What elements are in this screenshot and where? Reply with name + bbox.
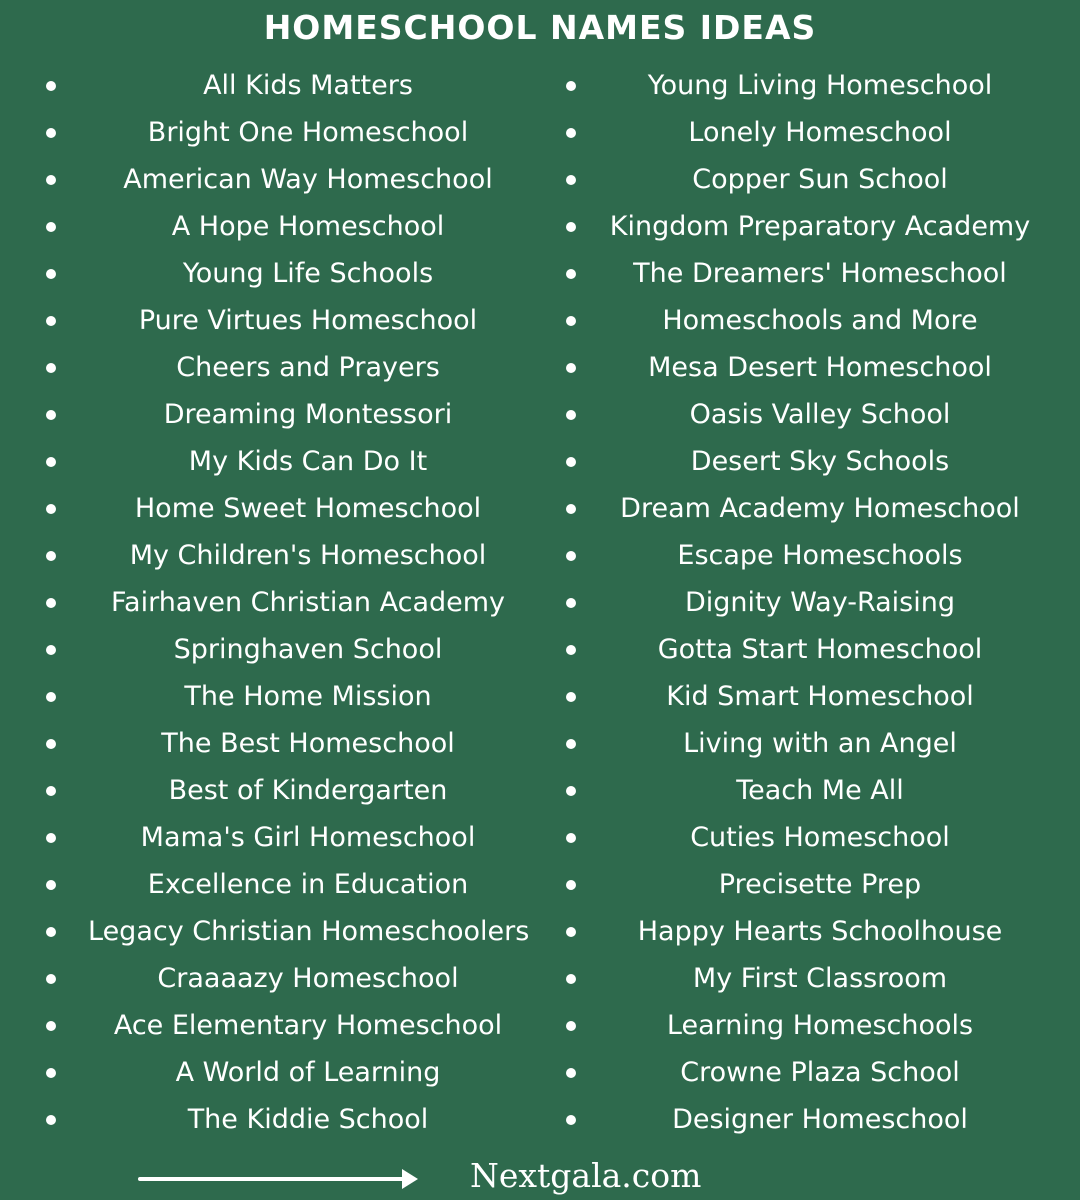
list-item	[560, 1096, 1080, 1143]
list-item	[560, 344, 1080, 391]
list-item	[40, 861, 575, 908]
school-name: My Children's Homeschool	[129, 540, 487, 571]
list-item	[560, 203, 1080, 250]
school-name: Mesa Desert Homeschool	[648, 352, 992, 383]
bullet-icon	[46, 128, 56, 138]
list-item	[560, 1049, 1080, 1096]
school-name: Desert Sky Schools	[690, 446, 950, 477]
school-name: The Home Mission	[184, 681, 432, 712]
bullet-icon	[566, 786, 576, 796]
school-name: Mama's Girl Homeschool	[140, 822, 476, 853]
school-name: Best of Kindergarten	[168, 775, 448, 806]
bullet-icon	[566, 363, 576, 373]
bullet-icon	[566, 1068, 576, 1078]
bullet-icon	[566, 551, 576, 561]
list-item	[40, 109, 575, 156]
bullet-icon	[46, 81, 56, 91]
list-item	[40, 250, 575, 297]
bullet-icon	[566, 927, 576, 937]
list-item	[560, 626, 1080, 673]
school-name: Learning Homeschools	[666, 1010, 974, 1041]
school-name: The Kiddie School	[187, 1104, 429, 1135]
site-name: Nextgala.com	[470, 1156, 702, 1195]
school-name: Teach Me All	[736, 775, 904, 806]
bullet-icon	[46, 1021, 56, 1031]
school-name: Gotta Start Homeschool	[657, 634, 983, 665]
list-item	[40, 908, 575, 955]
bullet-icon	[566, 645, 576, 655]
list-item	[560, 391, 1080, 438]
school-name: Excellence in Education	[147, 869, 469, 900]
school-name: Home Sweet Homeschool	[134, 493, 482, 524]
list-item	[40, 62, 575, 109]
list-item	[40, 955, 575, 1002]
list-item	[40, 673, 575, 720]
list-item	[560, 62, 1080, 109]
school-name: Cuties Homeschool	[690, 822, 950, 853]
list-item	[40, 391, 575, 438]
list-item	[560, 156, 1080, 203]
bullet-icon	[566, 128, 576, 138]
bullet-icon	[566, 1115, 576, 1125]
bullet-icon	[566, 692, 576, 702]
bullet-icon	[566, 739, 576, 749]
list-item	[560, 955, 1080, 1002]
bullet-icon	[566, 974, 576, 984]
list-item	[560, 814, 1080, 861]
list-item	[40, 532, 575, 579]
list-item	[40, 485, 575, 532]
school-name: Young Living Homeschool	[647, 70, 993, 101]
bullet-icon	[566, 1021, 576, 1031]
list-item	[560, 532, 1080, 579]
bullet-icon	[566, 81, 576, 91]
bullet-icon	[46, 833, 56, 843]
list-item	[560, 673, 1080, 720]
school-name: Oasis Valley School	[689, 399, 951, 430]
bullet-icon	[46, 363, 56, 373]
list-item	[40, 814, 575, 861]
bullet-icon	[566, 504, 576, 514]
bullet-icon	[46, 692, 56, 702]
bullet-icon	[46, 175, 56, 185]
bullet-icon	[46, 410, 56, 420]
list-item	[40, 579, 575, 626]
bullet-icon	[566, 316, 576, 326]
school-name: Living with an Angel	[683, 728, 957, 759]
bullet-icon	[46, 457, 56, 467]
school-name: Kid Smart Homeschool	[666, 681, 974, 712]
bullet-icon	[46, 1068, 56, 1078]
school-name: My First Classroom	[692, 963, 948, 994]
page-title: HOMESCHOOL NAMES IDEAS	[263, 8, 817, 47]
list-item	[560, 438, 1080, 485]
school-name: Cheers and Prayers	[176, 352, 440, 383]
list-item	[40, 1002, 575, 1049]
bullet-icon	[46, 316, 56, 326]
list-item	[40, 626, 575, 673]
school-name: Fairhaven Christian Academy	[110, 587, 506, 618]
footer	[0, 1152, 1080, 1200]
list-item	[40, 344, 575, 391]
list-item	[560, 861, 1080, 908]
school-name: Ace Elementary Homeschool	[113, 1010, 503, 1041]
school-name: The Dreamers' Homeschool	[633, 258, 1007, 289]
arrow-line	[138, 1177, 408, 1181]
school-name: Dreaming Montessori	[163, 399, 453, 430]
bullet-icon	[46, 645, 56, 655]
bullet-icon	[46, 598, 56, 608]
school-name: Lonely Homeschool	[688, 117, 952, 148]
school-name: A World of Learning	[175, 1057, 441, 1088]
names-list-right	[560, 62, 1080, 1143]
bullet-icon	[46, 927, 56, 937]
school-name: American Way Homeschool	[123, 164, 493, 195]
bullet-icon	[46, 551, 56, 561]
bullet-icon	[46, 504, 56, 514]
school-name: Dream Academy Homeschool	[620, 493, 1020, 524]
names-list-left	[40, 62, 575, 1143]
school-name: Bright One Homeschool	[147, 117, 469, 148]
school-name: Craaaazy Homeschool	[157, 963, 459, 994]
list-item	[40, 438, 575, 485]
school-name: Happy Hearts Schoolhouse	[637, 916, 1003, 947]
bullet-icon	[566, 222, 576, 232]
list-item	[560, 1002, 1080, 1049]
school-name: Copper Sun School	[692, 164, 948, 195]
bullet-icon	[566, 269, 576, 279]
school-name: All Kids Matters	[203, 70, 413, 101]
bullet-icon	[566, 457, 576, 467]
list-item	[560, 250, 1080, 297]
list-item	[40, 156, 575, 203]
list-item	[560, 485, 1080, 532]
school-name: Pure Virtues Homeschool	[138, 305, 478, 336]
list-item	[40, 297, 575, 344]
list-item	[40, 767, 575, 814]
school-name: Homeschools and More	[662, 305, 978, 336]
list-item	[40, 720, 575, 767]
bullet-icon	[46, 786, 56, 796]
bullet-icon	[46, 222, 56, 232]
bullet-icon	[46, 269, 56, 279]
school-name: Legacy Christian Homeschoolers	[88, 916, 530, 947]
list-item	[560, 109, 1080, 156]
school-name: A Hope Homeschool	[171, 211, 445, 242]
school-name: Springhaven School	[173, 634, 443, 665]
list-item	[560, 720, 1080, 767]
bullet-icon	[566, 880, 576, 890]
bullet-icon	[46, 739, 56, 749]
school-name: My Kids Can Do It	[188, 446, 428, 477]
bullet-icon	[566, 833, 576, 843]
school-name: The Best Homeschool	[161, 728, 455, 759]
bullet-icon	[566, 175, 576, 185]
bullet-icon	[46, 974, 56, 984]
arrow-right-icon	[402, 1169, 418, 1189]
school-name: Kingdom Preparatory Academy	[609, 211, 1031, 242]
list-item	[560, 297, 1080, 344]
school-name: Precisette Prep	[718, 869, 922, 900]
school-name: Crowne Plaza School	[680, 1057, 960, 1088]
list-item	[560, 908, 1080, 955]
school-name: Dignity Way-Raising	[685, 587, 955, 618]
list-item	[40, 1096, 575, 1143]
list-item	[560, 767, 1080, 814]
school-name: Young Life Schools	[182, 258, 434, 289]
list-item	[40, 1049, 575, 1096]
school-name: Escape Homeschools	[677, 540, 963, 571]
list-item	[40, 203, 575, 250]
bullet-icon	[566, 598, 576, 608]
school-name: Designer Homeschool	[672, 1104, 968, 1135]
list-item	[560, 579, 1080, 626]
bullet-icon	[46, 1115, 56, 1125]
bullet-icon	[566, 410, 576, 420]
bullet-icon	[46, 880, 56, 890]
